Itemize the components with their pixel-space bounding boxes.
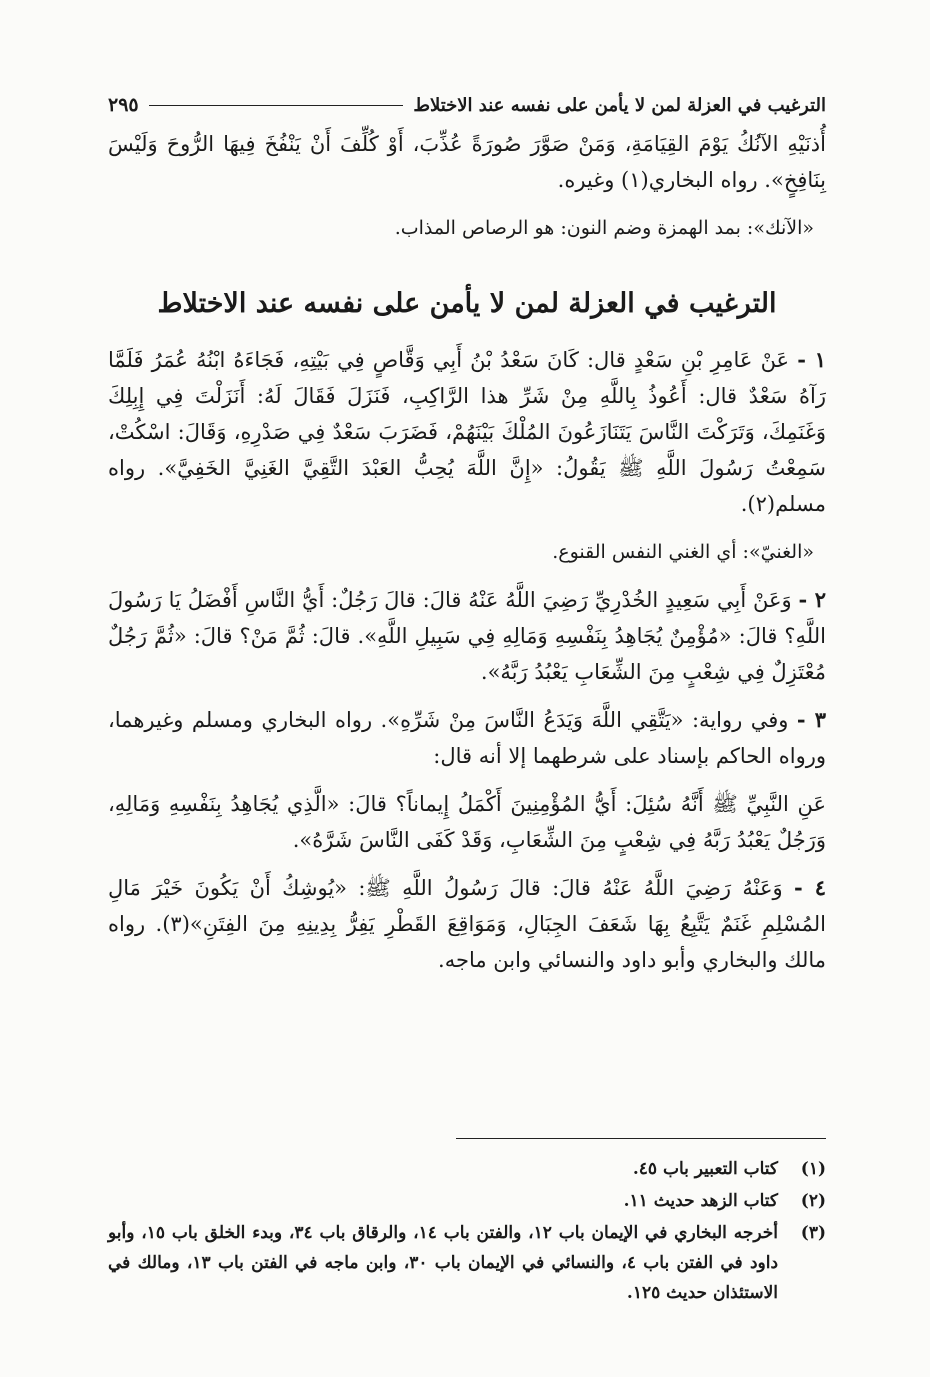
footnote (108, 1218, 826, 1308)
footnote-rule (456, 1138, 826, 1139)
header-rule (149, 105, 404, 106)
continuation-paragraph: أُذنَيْهِ الآنُكُ يَوْمَ القِيَامَةِ، وَمَنْ صَوَّرَ صُورَةً عُذِّبَ، أَوْ كُلِّفَ أَنْ يَنْفُخَ فِيهَا الرُّوحَ وَلَيْسَ بِنَافِخٍ». رواه البخاري(١) وغيره. (108, 132, 826, 192)
footnotes (108, 1154, 826, 1310)
hadith-4 (108, 870, 826, 978)
hadith-text: وَعَنْ أَبِي سَعِيدٍ الخُدْرِيِّ رَضِيَ اللَّهُ عَنْهُ قالَ: قالَ رَجُلٌ: أَيُّ النَّاسِ أَفْضَلُ يَا رَسُولَ اللَّهِ؟ قالَ: «مُؤْمِنٌ يُجَاهِدُ بِنَفْسِهِ وَمَالِهِ فِي سَبِيلِ اللَّهِ». قالَ: ثُمَّ مَنْ؟ قالَ: «ثُمَّ رَجُلٌ مُعْتَزِلٌ فِي شِعْبٍ مِنَ الشِّعَابِ يَعْبُدُ رَبَّهُ». (108, 588, 826, 684)
footnote-text: كتاب التعبير باب ٤٥. (632, 1159, 778, 1179)
footnote-number: (٢) (800, 1191, 826, 1211)
hadith-number: ٣ - (796, 707, 826, 732)
header-title: الترغيب في العزلة لمن لا يأمن على نفسه عند الاختلاط (413, 94, 826, 116)
hadith-text: عَنْ عَامِرِ بْنِ سَعْدٍ قال: كَانَ سَعْدُ بْنُ أَبِي وَقَّاصٍ فِي بَيْتِهِ، فَجَاءَهُ ابْنُهُ عُمَرُ فَلَمَّا رَآهُ سَعْدٌ قال: أَعُوذُ بِاللَّهِ مِنْ شَرِّ هذا الرَّاكِبِ، فَنَزَلَ فَقَالَ لَهُ: أَنَزَلْتَ فِي إِبِلِكَ وَغَنَمِكَ، وَتَرَكْتَ النَّاسَ يَتَنَازَعُونَ المُلْكَ بَيْنَهُمْ، فَضَرَبَ سَعْدٌ فِي صَدْرِهِ، وَقَالَ: اسْكُتْ، سَمِعْتُ رَسُولَ اللَّهِ ﷺ يَقُولُ: «إِنَّ اللَّهَ يُحِبُّ العَبْدَ التَّقِيَّ الغَنِيَّ الخَفِيَّ». رواه مسلم(٢). (108, 348, 826, 516)
hadith-number: ٤ - (794, 875, 826, 900)
body-text (108, 126, 826, 990)
hadith-number: ١ - (797, 347, 826, 372)
footnote-number: (١) (800, 1159, 826, 1179)
footnote (108, 1154, 826, 1184)
footnote (108, 1186, 826, 1216)
gloss-ghani: «الغنيّ»: أي الغني النفس القنوع. (552, 541, 814, 563)
running-header (108, 90, 826, 120)
footnote-number: (٣) (800, 1223, 826, 1243)
footnote-text: كتاب الزهد حديث ١١. (623, 1191, 778, 1211)
footnote-text: أخرجه البخاري في الإيمان باب ١٢، والفتن باب ١٤، والرقاق باب ٣٤، وبدء الخلق باب ١٥، وأبو داود في الفتن باب ٤، والنسائي في الإيمان باب ٣٠، وابن ماجه في الفتن باب ١٣، ومالك في الاستئذان حديث ١٢٥. (108, 1223, 779, 1303)
gloss-anuk: «الآنك»: بمد الهمزة وضم النون: هو الرصاص المذاب. (394, 217, 814, 239)
page-number: ٢٩٥ (108, 94, 139, 116)
hadith-text: وفي رواية: «يَتَّقِي اللَّهَ وَيَدَعُ النَّاسَ مِنْ شَرِّهِ». رواه البخاري ومسلم وغيرهما، ورواه الحاكم بإسناد على شرطهما إلا أنه قال: (108, 708, 826, 768)
section-heading: الترغيب في العزلة لمن لا يأمن على نفسه عند الاختلاط (157, 288, 777, 319)
hadith-number: ٢ - (798, 587, 826, 612)
book-page (108, 90, 826, 1350)
hadith-text: وَعَنْهُ رَضِيَ اللَّهُ عَنْهُ قالَ: قالَ رَسُولُ اللَّهِ ﷺ: «يُوشِكُ أَنْ يَكُونَ خَيْرَ مَالِ المُسْلِمِ غَنَمٌ يَتَّبِعُ بِهَا شَعَفَ الجِبَالِ، وَمَوَاقِعَ القَطْرِ يَفِرُّ بِدِينِهِ مِنَ الفِتَنِ»(٣). رواه مالك والبخاري وأبو داود والنسائي وابن ماجه. (108, 876, 826, 972)
hadith-2 (108, 582, 826, 690)
hadith-3-continuation: عَنِ النَّبِيِّ ﷺ أَنَّهُ سُئِلَ: أَيُّ المُؤْمِنِينَ أَكْمَلُ إِيماناً؟ قالَ: «الَّذِي يُجَاهِدُ بِنَفْسِهِ وَمَالِهِ، وَرَجُلٌ يَعْبُدُ رَبَّهُ فِي شِعْبٍ مِنَ الشِّعَابِ، وَقَدْ كَفَى النَّاسَ شَرَّهُ». (108, 792, 826, 852)
hadith-1 (108, 342, 826, 522)
hadith-3 (108, 702, 826, 774)
